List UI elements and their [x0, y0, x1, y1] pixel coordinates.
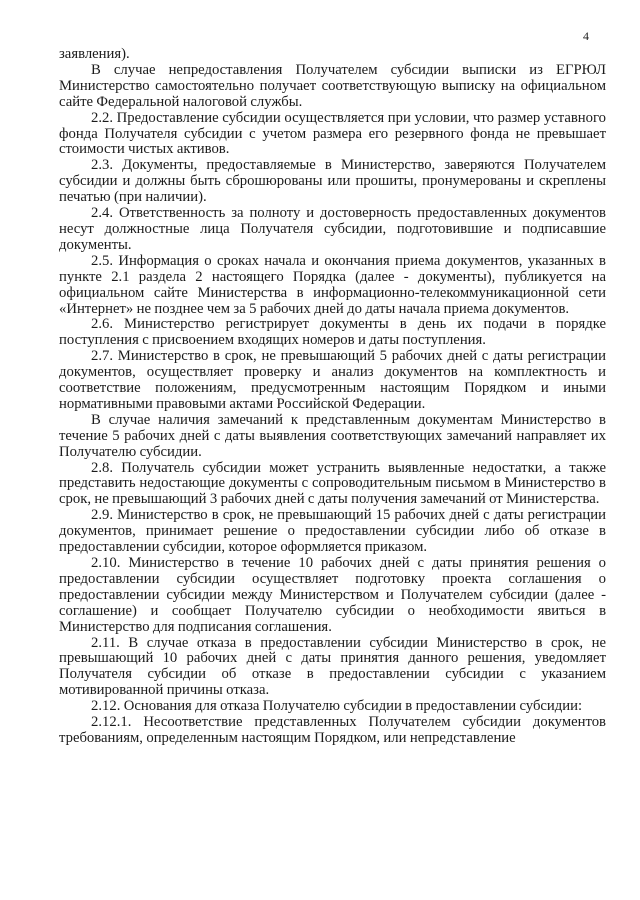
paragraph-2-9: 2.9. Министерство в срок, не превышающий 15 рабочих дней с даты регистрации документов, принимает решение о предоставлении субсидии либо об отказе в предоставлении субсидии, которое оформляется приказом. [59, 507, 606, 556]
paragraph-2-7: 2.7. Министерство в срок, не превышающий 5 рабочих дней с даты регистрации документов, осуществляет проверку и анализ документов на комплектность и соответствие положениям, предусмотренным настоящим Порядком и иными нормативными правовыми актами Российской Федерации. [59, 348, 606, 412]
paragraph-2-3: 2.3. Документы, предоставляемые в Министерство, заверяются Получателем субсидии и должны быть сброшюрованы или прошиты, пронумерованы и скреплены печатью (при наличии). [59, 157, 606, 206]
page-number: 4 [583, 29, 589, 43]
document-text [59, 47, 606, 747]
paragraph-2-6: 2.6. Министерство регистрирует документы в день их подачи в порядке поступления с присвоением входящих номеров и даты поступления. [59, 316, 606, 349]
paragraph-2-12-1: 2.12.1. Несоответствие представленных Получателем субсидии документов требованиям, определенным настоящим Порядком, или непредставление [59, 715, 606, 746]
paragraph-2-4: 2.4. Ответственность за полноту и достоверность предоставленных документов несут должностные лица Получателя субсидии, подготовившие и подписавшие документы. [59, 205, 606, 253]
paragraph-2-8: 2.8. Получатель субсидии может устранить выявленные недостатки, а также представить недостающие документы с сопроводительным письмом в Министерство в срок, не превышающий 3 рабочих дней с даты получения замечаний от Министерства. [59, 459, 606, 508]
paragraph-egrul: В случае непредоставления Получателем субсидии выписки из ЕГРЮЛ Министерство самостоятельно получает соответствующую выписку на официальном сайте Федеральной налоговой службы. [59, 61, 606, 110]
paragraph-2-11: 2.11. В случае отказа в предоставлении субсидии Министерство в срок, не превышающий 10 рабочих дней с даты принятия данного решения, уведомляет Получателя субсидии об отказе в предоставлении субсидии с указанием мотивированной причины отказа. [59, 634, 606, 699]
paragraph-2-2: 2.2. Предоставление субсидии осуществляется при условии, что размер уставного фонда Получателя субсидии с учетом размера его резервного фонда не превышает стоимости чистых активов. [59, 109, 606, 158]
paragraph-2-12: 2.12. Основания для отказа Получателю субсидии в предоставлении субсидии: [91, 698, 583, 715]
paragraph-2-5: 2.5. Информация о сроках начала и окончания приема документов, указанных в пункте 2.1 раздела 2 настоящего Порядка (далее - документы), публикуется на официальном сайте Министерства в информационно-телекоммуникационной сети «Интернет» не позднее чем за 5 рабочих дней до даты начала приема документов. [59, 252, 606, 317]
paragraph-2-10: 2.10. Министерство в течение 10 рабочих дней с даты принятия решения о предоставлении субсидии осуществляет подготовку проекта соглашения о предоставлении субсидии между Министерством и Получателем субсидии (далее - соглашение) и сообщает Получателю субсидии о необходимости явиться в Министерство для подписания соглашения. [59, 555, 606, 635]
paragraph-remarks: В случае наличия замечаний к представленным документам Министерство в течение 5 рабочих дней с даты выявления соответствующих замечаний направляет их Получателю субсидии. [59, 411, 606, 460]
paragraph-continuation: заявления). [59, 46, 130, 62]
